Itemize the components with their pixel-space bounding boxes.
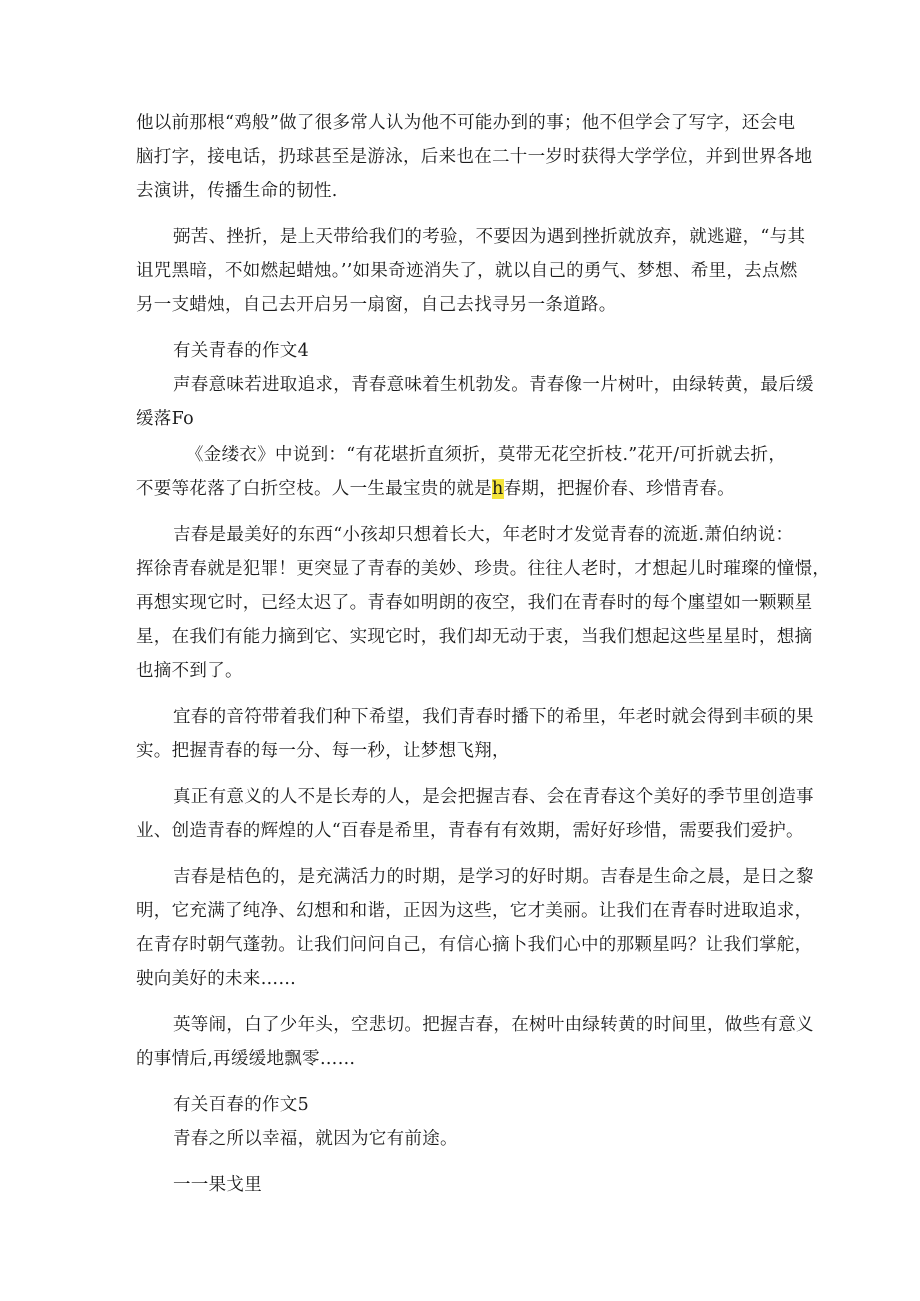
para-4-line-2-end: 春期，把握价春、珍惜青春。 bbox=[503, 479, 735, 499]
para-2-line-2: 诅咒黑暗，不如燃起蜡烛。’’如果奇迹消失了，就以自己的勇气、梦想、希里，去点燃 bbox=[136, 261, 798, 281]
para-2-line-3: 另一支蜡烛，自己去开启另一扇窗，自己去找寻另一条道路。 bbox=[136, 295, 617, 315]
para-4-line-2-start: 不要等花落了白折空枝。人一生最宝贵的就是 bbox=[136, 479, 492, 499]
para-8-line-3: 在青存时朝气蓬勃。让我们问问自己，有信心摘卜我们心中的那颗星吗？让我们掌舵， bbox=[136, 935, 813, 955]
para-5-line-3: 再想实现它时，已经太迟了。青春如明朗的夜空，我们在青春时的每个廛望如一颗颗星 bbox=[136, 593, 813, 613]
para-3-line-1: 声春意味若进取追求，青春意味着生机勃发。青春像一片树叶，由绿转黄，最后缓 bbox=[173, 375, 814, 395]
para-4-line-1: 《金缕衣》中说到：“有花堪折直须折，莫带无花空折枝.”花开/可折就去折， bbox=[186, 445, 787, 465]
section-heading-5: 有关百春的作文5 bbox=[173, 1095, 310, 1115]
para-8-line-1: 吉春是桔色的，是充满活力的时期，是学习的好时期。吉春是生命之晨，是日之黎 bbox=[173, 867, 814, 887]
para-5-line-2: 挥徐青春就是犯罪！更突显了青春的美妙、珍贵。往往人老时，才想起儿时璀璨的憧憬， bbox=[136, 559, 831, 579]
para-1-line-1: 他以前那根“鸡般”做了很多常人认为他不可能办到的事；他不但学会了写字，还会电 bbox=[136, 113, 796, 133]
para-1-line-3: 去演讲，传播生命的韧性. bbox=[136, 181, 338, 201]
para-3-line-2: 缓落Fo bbox=[136, 409, 194, 429]
para-4-line-2 bbox=[136, 478, 735, 500]
para-5-line-4: 星，在我们有能力摘到它、实现它时，我们却无动于衷，当我们想起这些星星时，想摘 bbox=[136, 627, 813, 647]
highlight-mark: h bbox=[492, 479, 504, 499]
para-5-line-5: 也摘不到了。 bbox=[136, 661, 243, 681]
para-6-line-2: 实。把握青春的每一分、每一秒，让梦想飞翔， bbox=[136, 741, 510, 761]
para-8-line-2: 明，它充满了纯净、幻想和和谐，正因为这些，它才美丽。让我们在青春时进取追求， bbox=[136, 901, 813, 921]
quote-author: 一一果戈里 bbox=[173, 1175, 262, 1195]
para-2-line-1: 弼苦、挫折，是上天带给我们的考验，不要因为遇到挫折就放弃，就逃避，“与其 bbox=[173, 227, 806, 247]
para-6-line-1: 宜春的音符带着我们种下希望，我们青春时播下的希里，年老时就会得到丰硕的果 bbox=[173, 707, 814, 727]
para-5-line-1: 吉春是最美好的东西“小孩却只想着长大，年老时才发觉青春的流逝.萧伯纳说： bbox=[173, 525, 794, 545]
para-9-line-2: 的事情后,再缓缓地飘零…… bbox=[136, 1049, 356, 1069]
para-8-line-4: 驶向美好的未来…… bbox=[136, 969, 297, 989]
para-9-line-1: 英等闹，白了少年头，空悲切。把握吉春，在树叶由绿转黄的时间里，做些有意义 bbox=[173, 1015, 814, 1035]
quote-line: 青春之所以幸福，就因为它有前途。 bbox=[173, 1129, 458, 1149]
para-1-line-2: 脑打字，接电话，扔球甚至是游泳，后来也在二十一岁时获得大学学位，并到世界各地 bbox=[136, 147, 813, 167]
para-7-line-1: 真正有意义的人不是长寿的人，是会把握吉春、会在青春这个美好的季节里创造事 bbox=[173, 787, 814, 807]
para-7-line-2: 业、创造青春的辉煌的人“百春是希里，青春有有效期，需好好珍惜，需要我们爱护。 bbox=[136, 821, 804, 841]
section-heading-4: 有关青春的作文4 bbox=[173, 341, 310, 361]
